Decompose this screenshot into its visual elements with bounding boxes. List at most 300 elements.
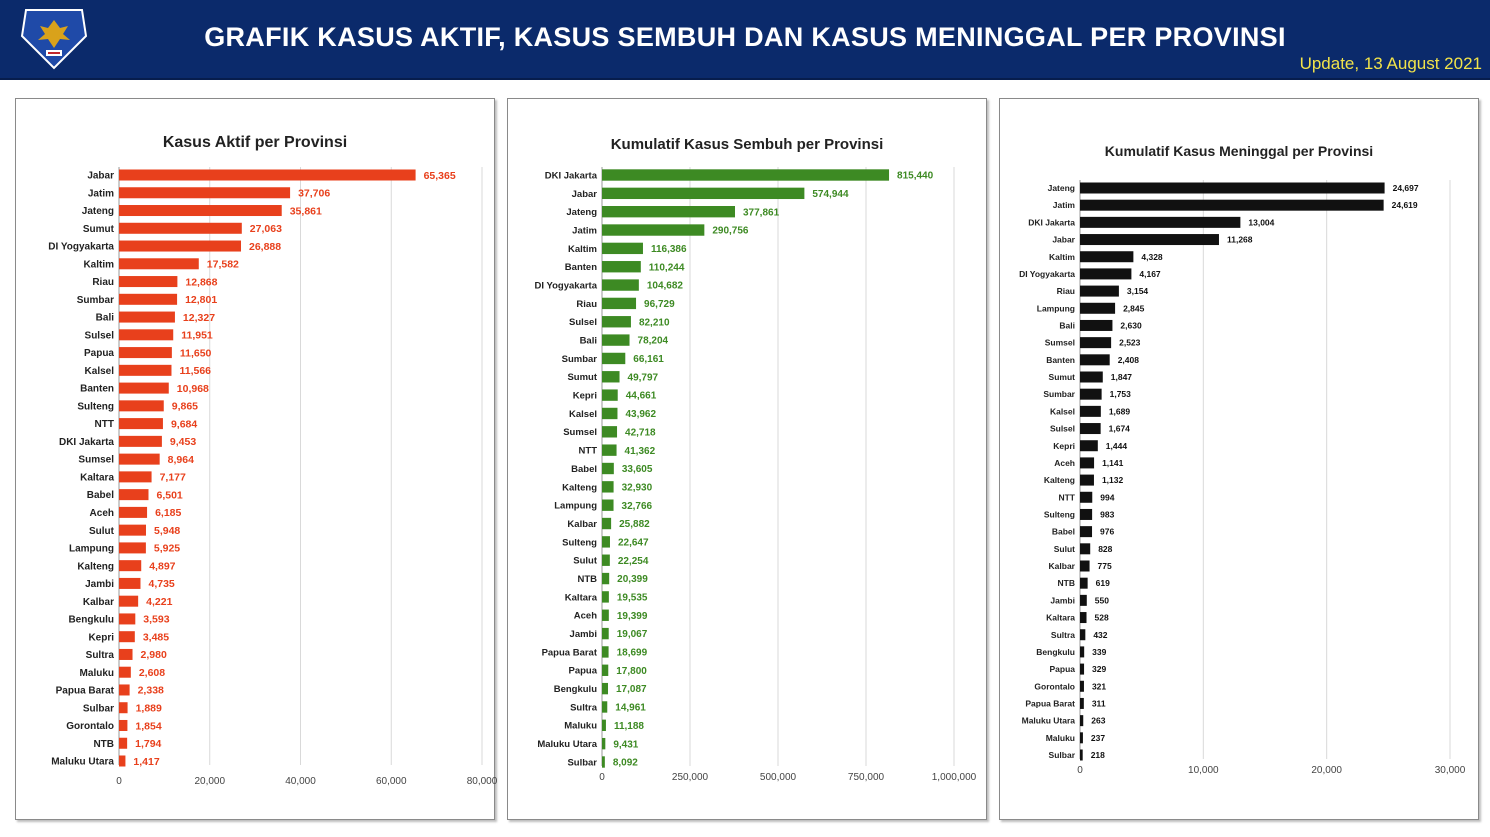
category-label: DKI Jakarta [1028,217,1075,228]
bar [119,400,164,411]
category-label: Sulbar [1048,750,1075,761]
bar [602,628,609,639]
bar [1080,526,1092,537]
data-label: 8,964 [167,453,194,466]
bar [602,738,605,749]
category-label: Kalsel [569,408,597,420]
category-label: Banten [80,383,114,395]
category-label: Sulut [573,555,597,567]
data-label: 49,797 [627,372,659,384]
category-label: Gorontalo [66,721,114,733]
category-label: NTB [93,738,114,750]
category-label: Sumsel [563,427,597,439]
x-tick-label: 0 [599,772,605,783]
bar [119,383,169,394]
category-label: Maluku Utara [1021,715,1075,726]
bar [602,426,617,437]
data-label: 983 [1100,509,1115,520]
category-label: Kalsel [84,365,114,377]
category-label: Sumut [82,223,114,235]
bar [119,596,138,607]
data-label: 2,845 [1123,303,1145,314]
category-label: NTT [1058,492,1075,503]
data-label: 110,244 [648,262,685,274]
data-label: 7,177 [159,471,186,484]
data-label: 24,619 [1391,200,1418,211]
bar [119,702,128,713]
bar [1080,715,1083,726]
bar [1080,183,1385,194]
data-label: 9,431 [613,739,639,751]
bar [1080,475,1094,486]
data-label: 1,132 [1101,475,1124,486]
data-label: 1,444 [1105,440,1128,451]
category-label: Babel [571,463,597,475]
bar [1080,286,1119,297]
bar [1080,234,1219,245]
x-tick-label: 1,000,000 [931,772,977,783]
bar [1080,629,1085,640]
data-label: 32,766 [621,500,653,512]
category-label: NTB [577,573,597,585]
bar [1080,389,1102,400]
category-label: Maluku Utara [51,756,114,768]
category-label: Sumbar [561,353,597,365]
data-label: 24,697 [1392,183,1419,194]
category-label: Aceh [1054,457,1075,468]
category-label: Jabar [1052,234,1075,245]
data-label: 976 [1100,526,1115,537]
bar [1080,492,1092,503]
data-label: 13,004 [1248,217,1275,228]
panel-kasus-sembuh [507,98,987,820]
category-label: Kaltara [80,472,114,484]
bar [1080,578,1088,589]
bar [1080,372,1103,383]
category-label: Kaltara [564,592,597,604]
bar [602,243,643,254]
category-label: Sulsel [84,330,114,342]
data-label: 42,718 [625,427,656,439]
bar [1080,251,1133,262]
data-label: 9,865 [171,400,199,413]
bar [119,436,162,447]
bar [602,518,611,529]
category-label: Jambi [85,579,114,591]
bar [602,610,609,621]
bar [1080,612,1087,623]
data-label: 20,399 [617,574,648,586]
bar [602,371,620,382]
bar [119,294,177,305]
category-label: Kalsel [1049,406,1075,417]
data-label: 19,535 [616,592,648,604]
category-label: Jateng [566,207,597,219]
panel-kasus-meninggal [999,98,1479,820]
data-label: 263 [1091,715,1106,726]
category-label: Kalteng [77,561,114,573]
bar [602,279,639,290]
panel-kasus-aktif [15,98,498,820]
bar [1080,646,1084,657]
data-label: 17,800 [616,665,647,677]
category-label: Sulbar [82,703,114,715]
data-label: 33,605 [621,464,653,476]
data-label: 12,327 [182,311,216,324]
category-label: Jatim [572,225,597,237]
category-label: Sulsel [1049,423,1075,434]
data-label: 43,962 [625,409,657,421]
bar [119,755,125,766]
category-label: Bengkulu [68,614,114,626]
bar [119,241,241,252]
data-label: 9,684 [170,418,198,431]
category-label: Kalbar [567,518,597,530]
bar [119,187,290,198]
category-label: Papua Barat [1025,698,1075,709]
category-label: DI Yogyakarta [1019,268,1075,279]
chart-title: Kasus Aktif per Provinsi [162,134,348,151]
data-label: 329 [1092,664,1107,675]
data-label: 321 [1091,681,1107,692]
category-label: Maluku [79,667,114,679]
category-label: Sumsel [78,454,114,466]
x-tick-label: 0 [116,776,122,787]
data-label: 290,756 [712,225,749,237]
data-label: 25,882 [619,519,650,531]
category-label: Kaltim [1049,251,1075,262]
header-banner [0,0,1490,80]
data-label: 104,682 [646,280,684,292]
bar [602,316,631,327]
bar [602,536,610,547]
bar [1080,440,1098,451]
bar [1080,595,1087,606]
data-label: 9,453 [169,436,197,449]
bar [1080,354,1110,365]
x-tick-label: 80,000 [466,776,498,787]
bar [1080,732,1083,743]
bar [602,683,608,694]
bar [1080,268,1131,279]
category-label: Jambi [569,629,597,641]
category-label: Papua Barat [55,685,114,697]
bar [119,507,147,518]
category-label: Sultra [85,650,114,662]
data-label: 11,951 [181,329,213,342]
category-label: Aceh [89,507,114,519]
x-tick-label: 30,000 [1434,765,1466,776]
data-label: 22,254 [617,555,649,567]
data-label: 528 [1094,612,1109,623]
bar [602,298,636,309]
category-label: Kalbar [82,596,114,608]
category-label: Bengkulu [553,684,597,696]
bar [602,756,605,767]
data-label: 828 [1098,543,1113,554]
category-label: Sulteng [562,537,597,549]
data-label: 377,861 [743,207,780,219]
bar [119,312,175,323]
category-label: Lampung [69,543,114,555]
category-label: Riau [1056,286,1075,297]
x-tick-label: 750,000 [847,772,885,783]
x-tick-label: 0 [1077,765,1083,776]
bar [1080,681,1084,692]
data-label: 17,582 [206,258,239,271]
category-label: Sumbar [76,294,114,306]
category-label: Papua [83,348,114,360]
x-tick-label: 10,000 [1188,765,1219,776]
data-label: 32,930 [621,482,653,494]
category-label: Kalteng [562,482,597,494]
chart-kasus-meninggal [1000,99,1478,819]
category-label: DKI Jakarta [58,436,114,448]
category-label: Babel [1051,526,1075,537]
category-label: Kepri [572,390,597,402]
bar [119,169,416,180]
data-label: 11,268 [1226,234,1253,245]
bar [119,454,160,465]
data-label: 41,362 [624,445,656,457]
data-label: 11,650 [179,347,212,360]
data-label: 12,868 [185,276,218,289]
data-label: 37,706 [298,187,331,200]
category-label: Jateng [81,206,114,218]
bar [602,701,607,712]
bar [1080,303,1115,314]
category-label: Aceh [573,610,597,622]
data-label: 1,141 [1102,457,1124,468]
update-date: Update, 13 August 2021 [1299,54,1482,73]
data-label: 2,523 [1119,337,1141,348]
category-label: DI Yogyakarta [534,280,597,292]
data-label: 22,647 [617,537,649,549]
data-label: 550 [1094,595,1109,606]
category-label: Lampung [554,500,597,512]
bar [1080,750,1083,761]
category-label: Jatim [87,188,114,200]
bar [602,720,606,731]
data-label: 11,566 [179,365,212,378]
bar [602,206,735,217]
category-label: Sulsel [569,317,597,329]
data-label: 3,485 [142,631,170,644]
data-label: 1,674 [1108,423,1130,434]
data-label: 11,188 [613,720,644,732]
data-label: 1,847 [1110,372,1133,383]
data-label: 35,861 [289,205,322,218]
data-label: 78,204 [637,335,669,347]
data-label: 1,854 [135,720,162,733]
category-label: Kaltim [567,243,597,255]
category-label: Jambi [1050,595,1075,606]
chart-kasus-aktif [16,99,498,819]
data-label: 1,417 [133,755,160,768]
bar [1080,698,1084,709]
data-label: 116,386 [650,243,687,255]
category-label: NTT [578,445,597,457]
data-label: 574,944 [812,188,849,200]
category-label: Kepri [88,632,114,644]
data-label: 4,897 [149,560,176,573]
category-label: Sumut [567,372,597,384]
data-label: 3,154 [1126,286,1149,297]
bar [1080,217,1240,228]
data-label: 27,063 [249,223,282,236]
category-label: Sumbar [1043,389,1075,400]
data-label: 66,161 [633,354,664,366]
category-label: Jatim [1052,200,1075,211]
data-label: 994 [1100,492,1115,503]
bar [1080,561,1090,572]
chart-title: Kumulatif Kasus Sembuh per Provinsi [610,136,884,153]
bar [119,613,135,624]
bar [119,489,148,500]
data-label: 82,210 [638,317,670,329]
bar [119,223,242,234]
category-label: Sumsel [1044,337,1075,348]
data-label: 6,501 [156,489,183,502]
data-label: 18,699 [616,647,648,659]
data-label: 1,889 [135,702,162,715]
category-label: DI Yogyakarta [48,241,114,253]
bar [1080,664,1084,675]
chart-kasus-sembuh [508,99,986,819]
data-label: 1,794 [135,738,162,751]
category-label: Bali [95,312,114,324]
bar [119,525,146,536]
bar [119,578,140,589]
data-label: 2,980 [140,649,167,662]
data-label: 775 [1097,561,1112,572]
bar [602,646,609,657]
chart-title: Kumulatif Kasus Meninggal per Provinsi [1104,143,1374,159]
bar [119,560,141,571]
bar [1080,406,1101,417]
x-tick-label: 20,000 [1311,765,1342,776]
bar [602,500,614,511]
category-label: NTB [1057,578,1075,589]
category-label: Riau [92,277,114,289]
data-label: 2,608 [138,666,166,679]
data-label: 237 [1090,732,1106,743]
category-label: Jabar [87,170,114,182]
data-label: 44,661 [625,390,657,402]
data-label: 8,092 [612,757,638,769]
bar [119,649,133,660]
x-tick-label: 40,000 [285,776,316,787]
bar [119,738,127,749]
bar [119,276,177,287]
data-label: 1,689 [1108,406,1131,417]
bar [119,205,282,216]
category-label: Kaltim [83,259,114,271]
category-label: DKI Jakarta [544,170,597,182]
bar [602,334,630,345]
bar [602,555,610,566]
bar [119,258,199,269]
data-label: 2,408 [1117,354,1139,365]
category-label: Lampung [1036,303,1075,314]
data-label: 96,729 [644,299,675,311]
category-label: Sulbar [567,757,597,769]
data-label: 218 [1090,750,1105,761]
bar [1080,423,1101,434]
bar [602,224,704,235]
garuda-emblem-icon [18,6,90,72]
bar [119,329,173,340]
category-label: Sultra [570,702,597,714]
data-label: 12,801 [185,294,218,307]
category-label: Babel [86,490,114,502]
bar [602,353,625,364]
category-label: Bengkulu [1036,646,1075,657]
bar [602,444,617,455]
x-tick-label: 500,000 [759,772,797,783]
data-label: 4,167 [1139,268,1161,279]
category-label: Sumut [1048,372,1075,383]
page-title: GRAFIK KASUS AKTIF, KASUS SEMBUH DAN KASUS MENINGGAL PER PROVINSI [204,22,1286,52]
data-label: 4,328 [1141,251,1163,262]
data-label: 432 [1093,629,1108,640]
bar [119,720,127,731]
category-label: Sulut [89,525,114,537]
bar [119,631,135,642]
category-label: Jabar [571,188,597,200]
bar [602,573,609,584]
x-tick-label: 20,000 [194,776,226,787]
category-label: Maluku [1045,732,1075,743]
data-label: 815,440 [897,170,934,182]
bar [602,481,614,492]
data-label: 10,968 [176,382,209,395]
bar [602,665,608,676]
data-label: 17,087 [616,684,647,696]
bar [1080,200,1384,211]
category-label: Bali [579,335,597,347]
data-label: 14,961 [615,702,646,714]
x-tick-label: 60,000 [375,776,407,787]
bar [602,169,889,180]
data-label: 339 [1092,646,1107,657]
data-label: 619 [1095,578,1110,589]
category-label: Maluku Utara [537,739,597,751]
bar [1080,457,1094,468]
bar [602,188,804,199]
bar [1080,543,1090,554]
bar [119,347,172,358]
category-label: Sulteng [77,401,114,413]
category-label: Bali [1059,320,1075,331]
bar [119,365,171,376]
data-label: 2,338 [137,684,164,697]
category-label: Papua [568,665,597,677]
category-label: Sulut [1053,543,1075,554]
bar [1080,509,1092,520]
bar [119,684,130,695]
category-label: Kalteng [1043,475,1075,486]
category-label: Gorontalo [1034,681,1075,692]
bar [602,463,614,474]
category-label: Sulteng [1043,509,1075,520]
x-tick-label: 250,000 [671,772,709,783]
category-label: Sultra [1050,629,1075,640]
data-label: 2,630 [1120,320,1142,331]
bar [1080,337,1111,348]
bar [119,471,152,482]
data-label: 311 [1091,698,1106,709]
